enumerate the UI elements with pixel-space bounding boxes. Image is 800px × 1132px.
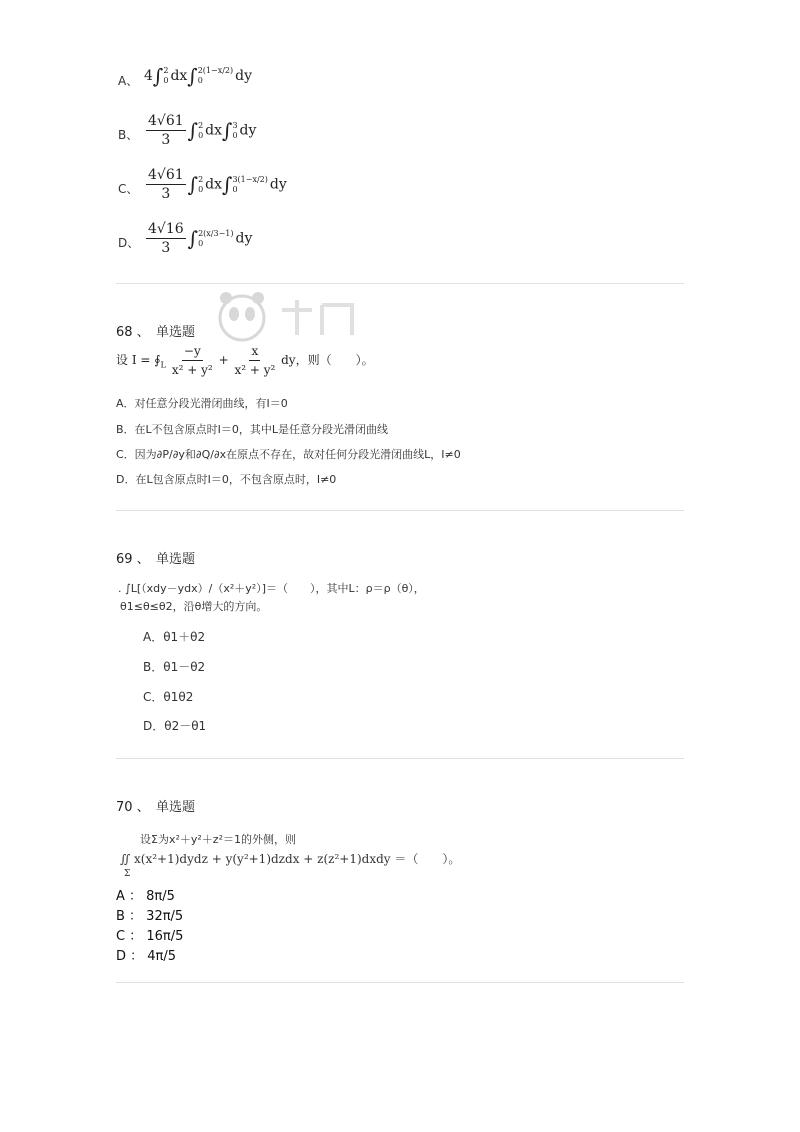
q68-stem-suffix: dy，则（ ）。 <box>281 353 374 367</box>
q70-choice-a[interactable]: A ： 8π/5 <box>116 889 175 904</box>
q68-choice-d[interactable]: D．在L包含原点时I＝0，不包含原点时，I≠0 <box>116 473 337 486</box>
q68-frac1-num: −y <box>182 342 203 361</box>
q67-option-d-letter: D、 <box>118 236 140 250</box>
divider <box>116 283 684 284</box>
q67-option-a-letter: A、 <box>118 74 139 88</box>
q67-option-b-formula: $\frac{4√61}{3}$ ∫ 2 0 dx∫ 3 0 dy <box>148 113 257 148</box>
q69-choice-a[interactable]: A．θ1＋θ2 <box>143 630 206 644</box>
q67-option-c-letter: C、 <box>118 182 139 196</box>
q69-stem-line2: θ1≤θ≤θ2，沿θ增大的方向。 <box>120 600 268 613</box>
q69-number: 69 、 <box>116 552 150 567</box>
q68-frac2-den: x² + y² <box>234 363 276 377</box>
q69-choice-d[interactable]: D．θ2－θ1 <box>143 719 207 733</box>
q69-choice-b[interactable]: B．θ1－θ2 <box>143 660 206 674</box>
q68-choice-c[interactable]: C．因为∂P/∂y和∂Q/∂x在原点不存在，故对任何分段光滑闭曲线L，I≠0 <box>116 448 461 461</box>
q68-frac2-num: x <box>249 342 260 361</box>
divider <box>116 758 684 759</box>
q68-frac1-den: x² + y² <box>171 363 213 377</box>
q69-stem-line1: . ∫L[（xdy－ydx）/（x²＋y²）]＝（ ），其中L：ρ＝ρ（θ）， <box>118 582 425 595</box>
q67-option-d-coef-num: 4√16 <box>148 221 184 237</box>
q68-stem-sub: L <box>160 359 167 370</box>
q68-stem-prefix: 设 I = ∮ <box>116 353 161 367</box>
panda-watermark-icon <box>212 290 412 350</box>
divider <box>116 510 684 511</box>
q70-stem-line2: ∬ x(x²+1)dydz + y(y²+1)dzdx + z(z²+1)dxdy ＝（ ）。 <box>120 852 461 866</box>
q69-choice-c[interactable]: C．θ1θ2 <box>143 690 194 704</box>
q68-type: 单选题 <box>156 325 196 340</box>
q70-number: 70 、 <box>116 800 150 815</box>
q70-choice-d[interactable]: D ： 4π/5 <box>116 949 177 964</box>
q67-option-b-coef-num: 4√61 <box>148 113 184 129</box>
q67-option-d-formula: $\frac{4√16}{3}$ ∫ 2(x/3−1) 0 dy <box>148 221 253 256</box>
divider <box>116 982 684 983</box>
q70-stem-line1: 设Σ为x²＋y²＋z²＝1的外侧，则 <box>140 833 296 846</box>
q70-stem-sub: Σ <box>124 869 131 879</box>
q70-choice-b[interactable]: B ： 32π/5 <box>116 909 184 924</box>
q68-number: 68 、 <box>116 325 150 340</box>
q67-option-d-coef-den: 3 <box>161 240 171 256</box>
q68-stem: 设 $I = ∮_L$ $\frac{-y}{\text{x² + y²}}$ + $\frac{x}{\text{x² + y²}}$ dy，则（ ）。 <box>116 344 374 377</box>
q67-option-a-coef: 4 <box>144 68 153 84</box>
q67-option-b-coef-den: 3 <box>161 132 171 148</box>
q67-option-c-coef-num: 4√61 <box>148 167 184 183</box>
q69-type: 单选题 <box>156 552 196 567</box>
q68-choice-b[interactable]: B．在L不包含原点时I＝0，其中L是任意分段光滑闭曲线 <box>116 423 389 436</box>
q70-choice-c[interactable]: C ： 16π/5 <box>116 929 184 944</box>
q67-option-c-coef-den: 3 <box>161 186 171 202</box>
q67-option-a-formula: 4∫ 2 0 dx∫ 2(1−x/2) 0 dy <box>144 64 253 88</box>
q67-option-b-letter: B、 <box>118 128 139 142</box>
q70-type: 单选题 <box>156 800 196 815</box>
q67-option-c-formula: $\frac{4√61}{3}$ ∫ 2 0 dx∫ 3(1−x/2) 0 dy <box>148 167 287 202</box>
q68-choice-a[interactable]: A．对任意分段光滑闭曲线，有I＝0 <box>116 397 288 410</box>
